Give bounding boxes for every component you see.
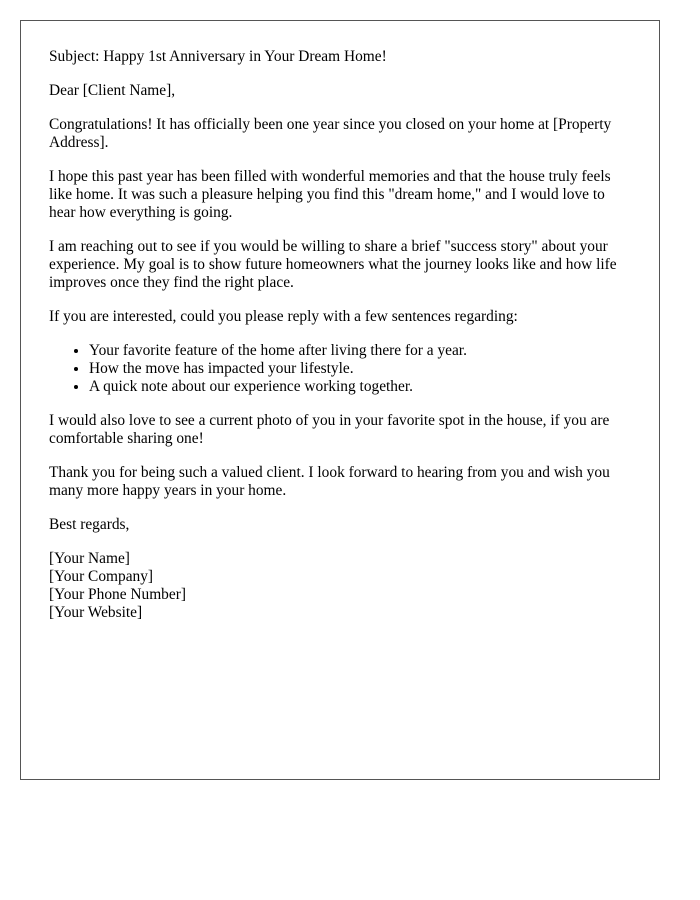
sign-off: Best regards, <box>49 516 130 533</box>
paragraph-thanks: Thank you for being such a valued client. I look forward to hearing from you and wish you many more happy years in your home. <box>49 464 610 499</box>
list-item: • How the move has impacted your lifestyle. <box>89 360 631 378</box>
signature-block <box>49 550 631 622</box>
subject-line: Subject: Happy 1st Anniversary in Your Dream Home! <box>49 48 387 65</box>
paragraph-request: I am reaching out to see if you would be willing to share a brief "success story" about your experience. My goal is to show future homeowners what the journey looks like and how life improves once they find the right place. <box>49 238 617 291</box>
signature-name: [Your Name] <box>49 550 130 567</box>
paragraph-interest: If you are interested, could you please reply with a few sentences regarding: <box>49 308 518 325</box>
letter-container <box>20 20 660 780</box>
signature-website: [Your Website] <box>49 604 143 621</box>
paragraph-congratulations: Congratulations! It has officially been one year since you closed on your home at [Property Address]. <box>49 116 612 151</box>
greeting: Dear [Client Name], <box>49 82 176 99</box>
request-list <box>49 342 631 396</box>
paragraph-photo: I would also love to see a current photo of you in your favorite spot in the house, if you are comfortable sharing one! <box>49 412 610 447</box>
paragraph-hope: I hope this past year has been filled with wonderful memories and that the house truly feels like home. It was such a pleasure helping you find this "dream home," and I would love to hear how everything is going. <box>49 168 611 221</box>
list-item: • A quick note about our experience working together. <box>89 378 631 396</box>
list-item: • Your favorite feature of the home after living there for a year. <box>89 342 631 360</box>
signature-company: [Your Company] <box>49 568 154 585</box>
signature-phone: [Your Phone Number] <box>49 586 186 603</box>
